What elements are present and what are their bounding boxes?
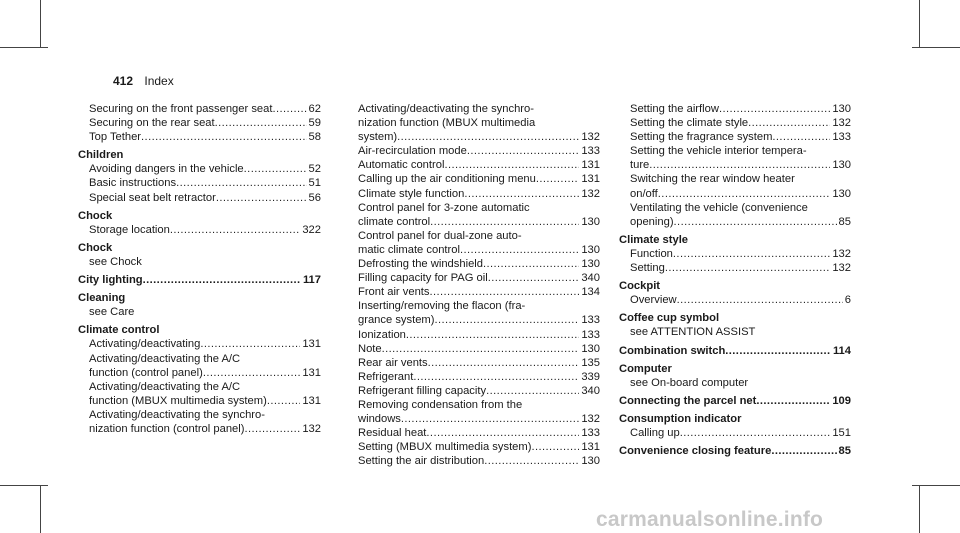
index-entry — [358, 426, 600, 440]
entry-text: Automatic control — [358, 159, 445, 172]
crop-mark — [919, 485, 920, 533]
entry-text: on/off — [630, 187, 658, 200]
dot-leader — [244, 162, 307, 176]
entry-text: windows — [358, 413, 401, 426]
entry-text: Ionization — [358, 328, 406, 341]
index-entry — [78, 176, 321, 190]
entry-text: Function — [630, 247, 673, 260]
entry-text: grance system) — [358, 314, 435, 327]
index-entry — [358, 285, 600, 299]
index-entry — [78, 366, 321, 380]
entry-text: Rear air vents — [358, 356, 428, 369]
dot-leader — [673, 247, 830, 261]
page-ref: 130 — [581, 243, 600, 256]
index-heading: Chock — [78, 241, 113, 254]
index-line: Removing condensation from the — [358, 398, 523, 411]
page-ref: 131 — [302, 366, 321, 379]
index-column-2 — [358, 102, 600, 468]
index-entry — [78, 102, 321, 116]
index-heading: Consumption indicator — [619, 412, 742, 425]
index-entry — [78, 191, 321, 205]
entry-text: Avoiding dangers in the vehicle — [89, 163, 244, 176]
index-entry — [619, 261, 851, 275]
entry-text: Note — [358, 342, 382, 355]
index-heading: Cockpit — [619, 280, 661, 293]
page-ref: 131 — [581, 173, 600, 186]
index-entry — [358, 158, 600, 172]
page-ref: 130 — [832, 159, 851, 172]
entry-text: Top Tether — [89, 131, 142, 144]
page-ref: 85 — [838, 215, 851, 228]
index-heading: Cleaning — [78, 292, 126, 305]
index-heading: Computer — [619, 362, 672, 375]
page-ref: 132 — [581, 413, 600, 426]
entry-text: Special seat belt retractor — [89, 191, 216, 204]
page-ref: 117 — [302, 274, 321, 287]
page-ref: 132 — [302, 422, 321, 435]
index-line: Setting the vehicle interior tempera- — [630, 145, 807, 158]
index-entry — [358, 257, 600, 271]
entry-text: nization function (control panel) — [89, 422, 245, 435]
dot-leader — [649, 158, 830, 172]
dot-leader — [658, 187, 831, 201]
dot-leader — [772, 130, 830, 144]
index-entry — [358, 313, 600, 327]
page-ref: 131 — [581, 159, 600, 172]
dot-leader — [460, 243, 579, 257]
index-entry — [78, 162, 321, 176]
page-ref: 114 — [832, 344, 851, 357]
dot-leader — [674, 215, 837, 229]
page-ref: 133 — [832, 131, 851, 144]
entry-text: opening) — [630, 215, 674, 228]
dot-leader — [486, 384, 579, 398]
entry-text: Basic instructions — [89, 177, 177, 190]
index-entry — [358, 370, 600, 384]
dot-leader — [677, 293, 843, 307]
entry-text: Activating/deactivating — [89, 338, 201, 351]
entry-text: Storage location — [89, 223, 170, 236]
entry-text: system) — [358, 131, 398, 144]
dot-leader — [170, 223, 300, 237]
entry-text: Connecting the parcel net — [619, 394, 757, 407]
index-entry — [358, 130, 600, 144]
entry-text: matic climate control — [358, 243, 460, 256]
dot-leader — [406, 328, 579, 342]
page-ref: 322 — [302, 223, 321, 236]
page-ref: 132 — [832, 117, 851, 130]
entry-text: Air-recirculation mode — [358, 145, 467, 158]
entry-text: Securing on the rear seat — [89, 117, 215, 130]
page-ref: 130 — [832, 187, 851, 200]
dot-leader — [665, 261, 830, 275]
index-entry — [358, 187, 600, 201]
index-entry — [619, 187, 851, 201]
page-ref: 135 — [581, 356, 600, 369]
index-line: see Chock — [89, 255, 142, 268]
index-entry — [358, 440, 600, 454]
index-entry — [358, 271, 600, 285]
index-entry — [358, 215, 600, 229]
dot-leader — [444, 158, 579, 172]
crop-mark — [912, 47, 960, 48]
index-entry — [358, 454, 600, 468]
dot-leader — [216, 191, 307, 205]
dot-leader — [426, 426, 579, 440]
dot-leader — [430, 215, 579, 229]
entry-text: Setting (MBUX multimedia system) — [358, 441, 532, 454]
dot-leader — [771, 444, 836, 458]
index-entry — [358, 412, 600, 426]
entry-text: Convenience closing feature — [619, 445, 772, 458]
dot-leader — [430, 285, 580, 299]
page-ref: 131 — [581, 441, 600, 454]
entry-text: function (control panel) — [89, 366, 203, 379]
page-ref: 132 — [581, 131, 600, 144]
index-line: Ventilating the vehicle (convenience — [630, 201, 808, 214]
section-title: Index — [144, 74, 174, 88]
crop-mark — [0, 485, 48, 486]
index-entry — [78, 394, 321, 408]
index-heading-entry — [619, 394, 851, 408]
index-line: see On-board computer — [630, 376, 749, 389]
watermark: carmanualsonline.info — [596, 508, 824, 531]
dot-leader — [215, 116, 307, 130]
dot-leader — [203, 366, 301, 380]
index-heading-entry — [619, 344, 851, 358]
dot-leader — [272, 102, 306, 116]
dot-leader — [464, 187, 579, 201]
index-line: Activating/deactivating the synchro- — [358, 103, 534, 115]
index-entry — [358, 384, 600, 398]
entry-text: Climate style function — [358, 187, 465, 200]
index-entry — [619, 116, 851, 130]
page-ref: 109 — [832, 394, 851, 407]
index-entry — [358, 356, 600, 370]
crop-mark — [40, 0, 41, 48]
entry-text: function (MBUX multimedia system) — [89, 394, 267, 407]
dot-leader — [488, 271, 580, 285]
page-ref: 132 — [581, 187, 600, 200]
entry-text: Setting the air distribution — [358, 455, 485, 468]
index-entry — [78, 116, 321, 130]
dot-leader — [141, 130, 307, 144]
dot-leader — [484, 454, 579, 468]
index-heading: Coffee cup symbol — [619, 312, 720, 325]
index-entry — [619, 130, 851, 144]
page-ref: 130 — [832, 103, 851, 115]
index-heading-entry — [78, 273, 321, 287]
index-entry — [619, 247, 851, 261]
page-ref: 130 — [581, 215, 600, 228]
dot-leader — [428, 356, 580, 370]
dot-leader — [382, 342, 580, 356]
page-ref: 132 — [832, 247, 851, 260]
dot-leader — [401, 412, 579, 426]
page-ref: 56 — [308, 191, 321, 204]
dot-leader — [200, 337, 300, 351]
page-ref: 340 — [581, 384, 600, 397]
entry-text: Securing on the front passenger seat — [89, 103, 273, 115]
entry-text: Residual heat — [358, 427, 427, 440]
dot-leader — [719, 102, 830, 116]
page-ref: 131 — [302, 338, 321, 351]
index-line: see ATTENTION ASSIST — [630, 326, 756, 339]
index-entry — [78, 422, 321, 436]
page-ref: 62 — [308, 103, 321, 115]
index-line: Switching the rear window heater — [630, 173, 795, 186]
index-entry — [619, 293, 851, 307]
index-entry — [358, 172, 600, 186]
entry-text: Setting the climate style — [630, 117, 749, 130]
index-entry — [619, 102, 851, 116]
index-heading: Climate style — [619, 233, 689, 246]
page-ref: 131 — [302, 394, 321, 407]
page-header — [113, 74, 174, 88]
index-line: Control panel for dual-zone auto- — [358, 229, 522, 242]
index-heading: Chock — [78, 209, 113, 222]
page-ref: 130 — [581, 455, 600, 468]
dot-leader — [244, 422, 300, 436]
entry-text: Front air vents — [358, 286, 430, 299]
page-ref: 130 — [581, 342, 600, 355]
entry-text: Refrigerant filling capacity — [358, 384, 487, 397]
entry-text: Setting the airflow — [630, 103, 719, 115]
index-line: see Care — [89, 306, 135, 319]
index-entry — [358, 342, 600, 356]
dot-leader — [748, 116, 830, 130]
entry-text: Refrigerant — [358, 370, 414, 383]
index-line: Activating/deactivating the A/C — [89, 352, 241, 365]
page-number: 412 — [113, 74, 134, 88]
index-entry — [78, 337, 321, 351]
dot-leader — [467, 144, 580, 158]
index-heading: Climate control — [78, 324, 160, 337]
index-entry — [619, 215, 851, 229]
page-ref: 51 — [308, 177, 321, 190]
page-ref: 133 — [581, 427, 600, 440]
crop-mark — [0, 47, 48, 48]
entry-text: City lighting — [78, 274, 143, 287]
entry-text: Overview — [630, 294, 677, 307]
page-ref: 340 — [581, 272, 600, 285]
entry-text: Defrosting the windshield — [358, 258, 483, 271]
crop-mark — [40, 485, 41, 533]
crop-mark — [919, 0, 920, 48]
dot-leader — [267, 394, 301, 408]
page-ref: 6 — [844, 294, 851, 307]
entry-text: Setting the fragrance system — [630, 131, 773, 144]
entry-text: climate control — [358, 215, 431, 228]
index-entry — [358, 328, 600, 342]
dot-leader — [143, 273, 301, 287]
dot-leader — [531, 440, 579, 454]
index-entry — [619, 158, 851, 172]
dot-leader — [434, 313, 579, 327]
page-ref: 133 — [581, 328, 600, 341]
entry-text: Calling up the air conditioning menu — [358, 173, 536, 186]
entry-text: Setting — [630, 262, 665, 275]
entry-text: ture — [630, 159, 650, 172]
dot-leader — [725, 344, 831, 358]
entry-text: Calling up — [630, 426, 680, 439]
dot-leader — [756, 394, 830, 408]
entry-text: Filling capacity for PAG oil — [358, 272, 488, 285]
index-line: Inserting/removing the flacon (fra- — [358, 300, 526, 313]
crop-mark — [912, 485, 960, 486]
page-ref: 339 — [581, 370, 600, 383]
page-ref: 134 — [581, 286, 600, 299]
index-line: nization function (MBUX multimedia — [358, 117, 536, 130]
dot-leader — [413, 370, 579, 384]
dot-leader — [397, 130, 579, 144]
index-line: Activating/deactivating the synchro- — [89, 408, 265, 421]
page-ref: 52 — [308, 163, 321, 176]
page-ref: 132 — [832, 262, 851, 275]
index-heading-entry — [619, 444, 851, 458]
index-entry — [78, 130, 321, 144]
page-ref: 59 — [308, 117, 321, 130]
entry-text: Combination switch — [619, 344, 726, 357]
page-ref: 133 — [581, 145, 600, 158]
index-entry — [78, 223, 321, 237]
index-line: Activating/deactivating the A/C — [89, 380, 241, 393]
index-entry — [358, 144, 600, 158]
index-line: Control panel for 3-zone automatic — [358, 201, 530, 214]
page-ref: 151 — [832, 426, 851, 439]
dot-leader — [680, 426, 831, 440]
dot-leader — [176, 176, 306, 190]
index-column-1 — [78, 102, 321, 436]
index-entry — [619, 426, 851, 440]
page-ref: 130 — [581, 258, 600, 271]
index-entry — [358, 243, 600, 257]
dot-leader — [483, 257, 579, 271]
dot-leader — [536, 172, 579, 186]
index-column-3 — [619, 102, 851, 458]
page-ref: 85 — [838, 445, 851, 458]
page-ref: 58 — [308, 131, 321, 144]
index-heading: Children — [78, 149, 124, 162]
page-ref: 133 — [581, 314, 600, 327]
